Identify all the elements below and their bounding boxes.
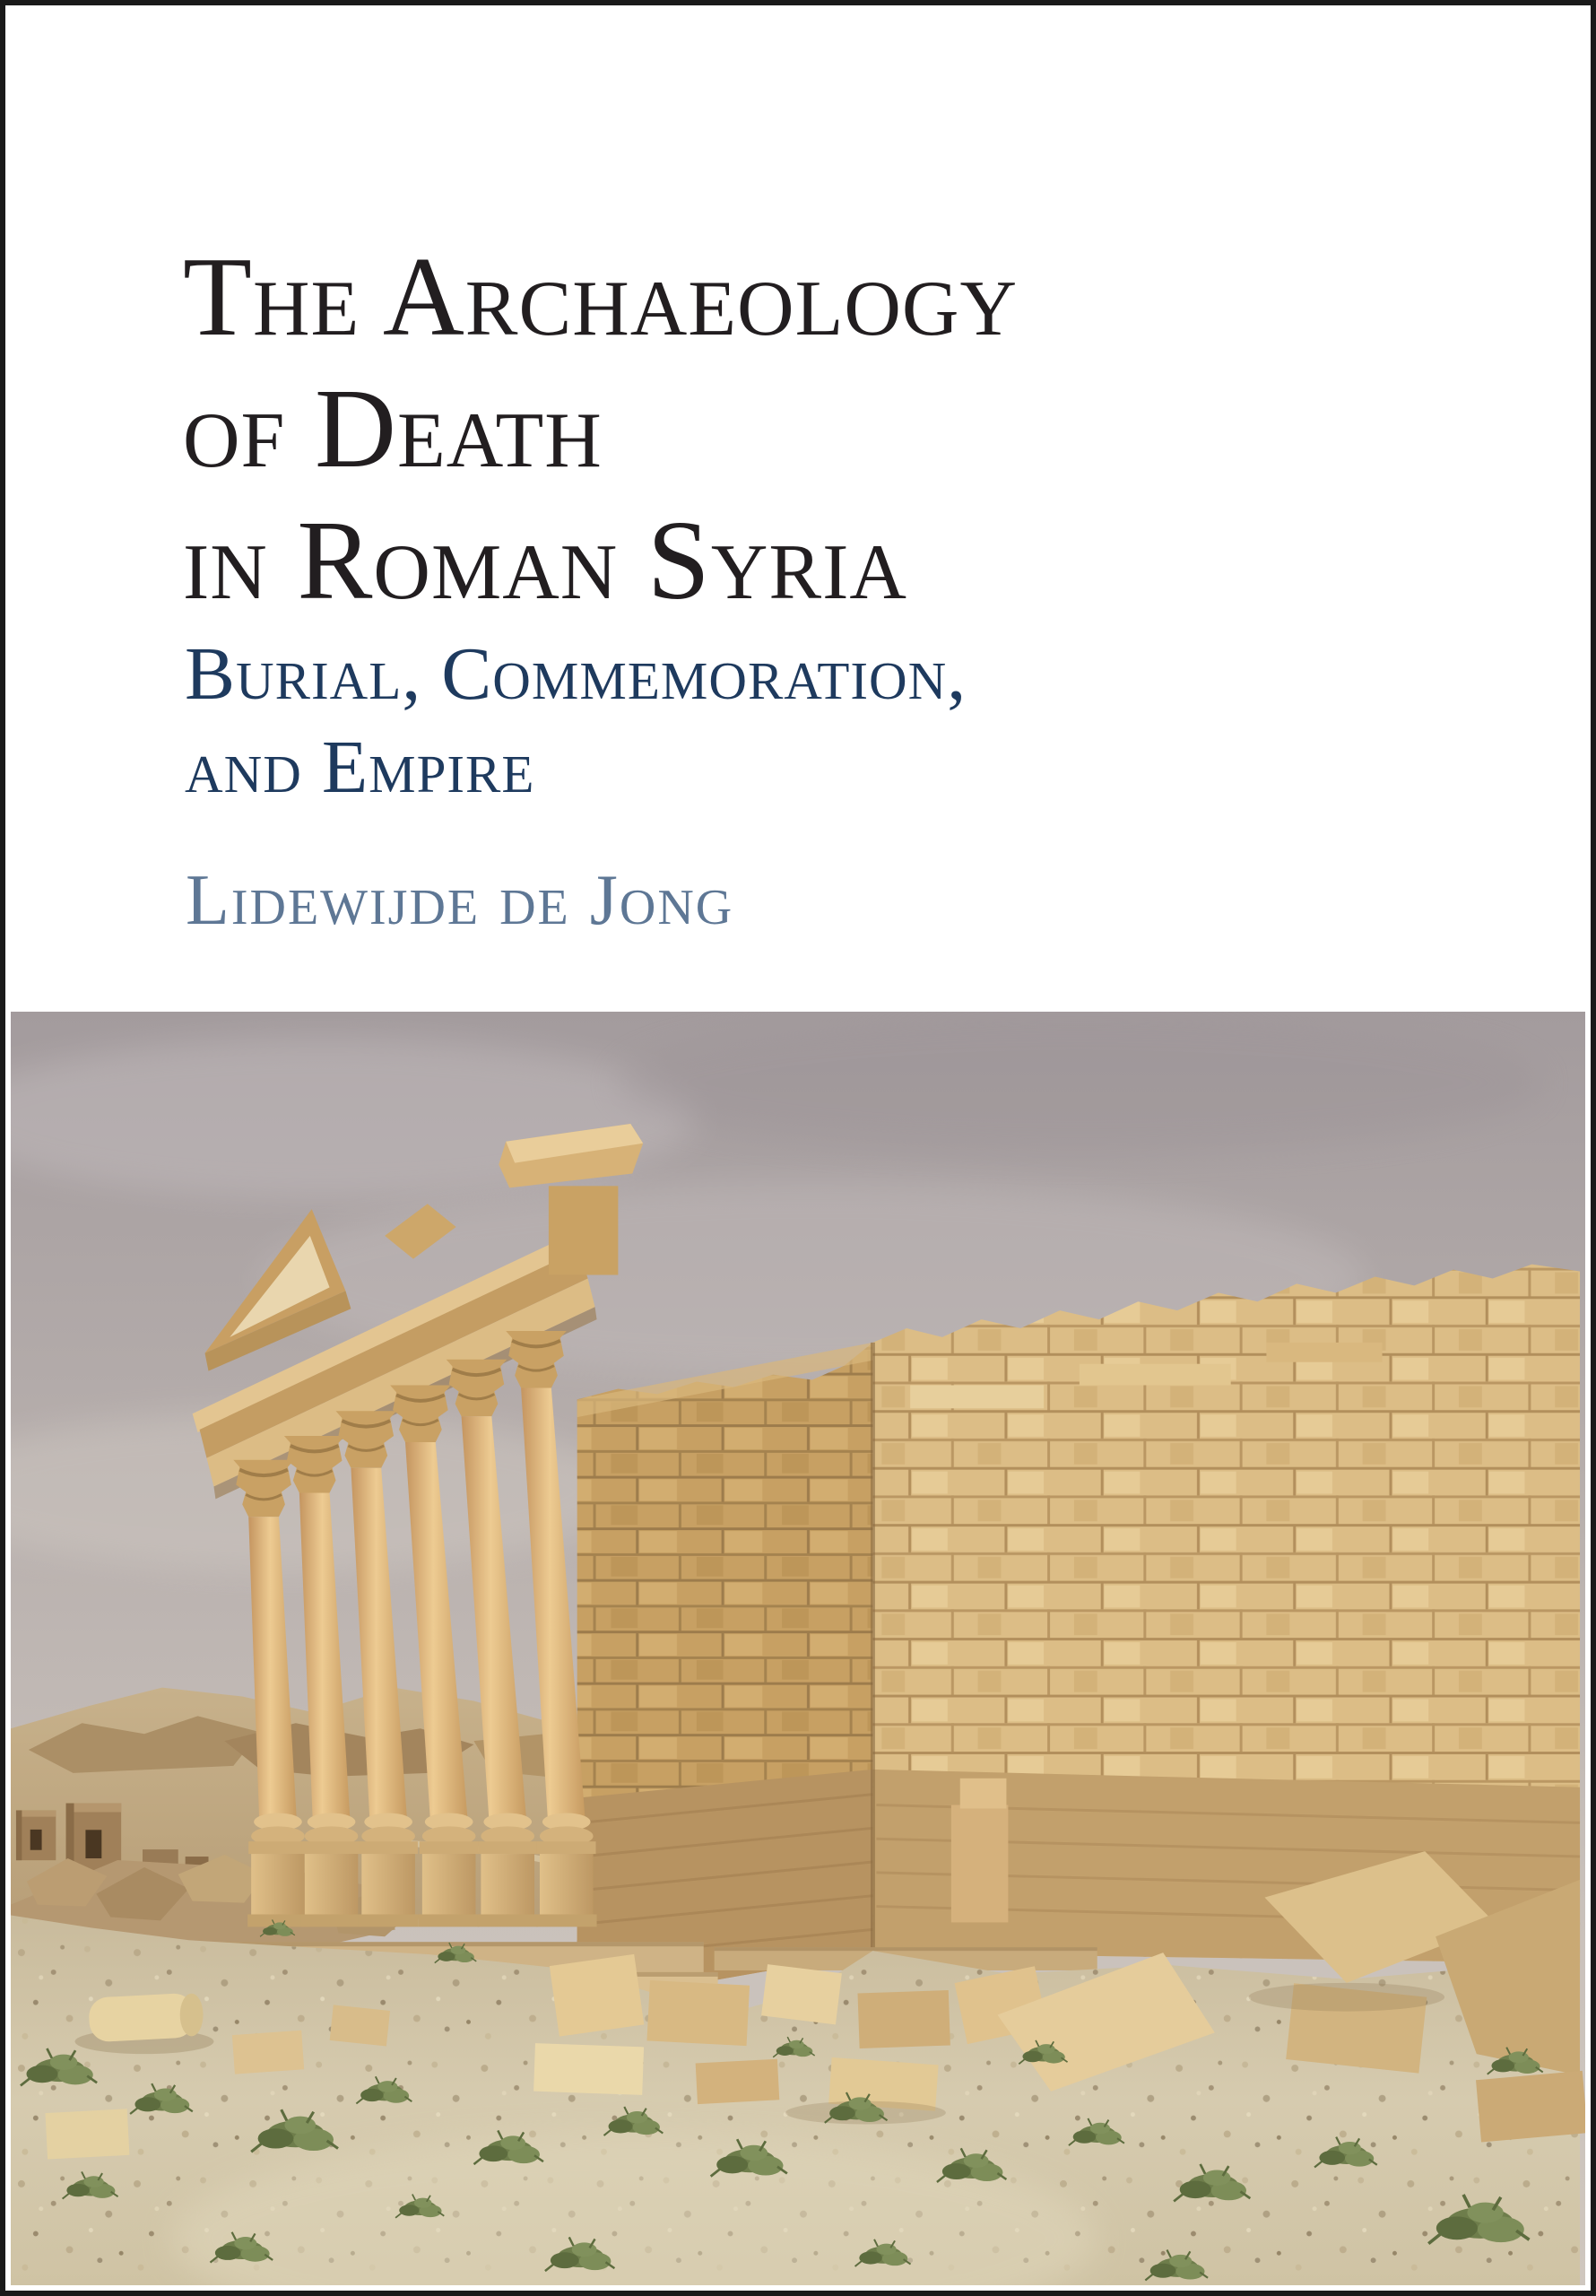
subtitle-line-1: Burial, Commemoration,: [185, 632, 967, 716]
book-subtitle: [185, 628, 967, 814]
author-name: Lidewijde de Jong: [186, 861, 734, 940]
subtitle-line-2: and Empire: [185, 726, 535, 809]
title-line-2: of Death: [183, 367, 603, 491]
title-line-3: in Roman Syria: [183, 499, 907, 623]
book-title: [183, 231, 1018, 627]
title-line-1: The Archaeology: [183, 235, 1019, 360]
cover-photo: [11, 1012, 1585, 2285]
